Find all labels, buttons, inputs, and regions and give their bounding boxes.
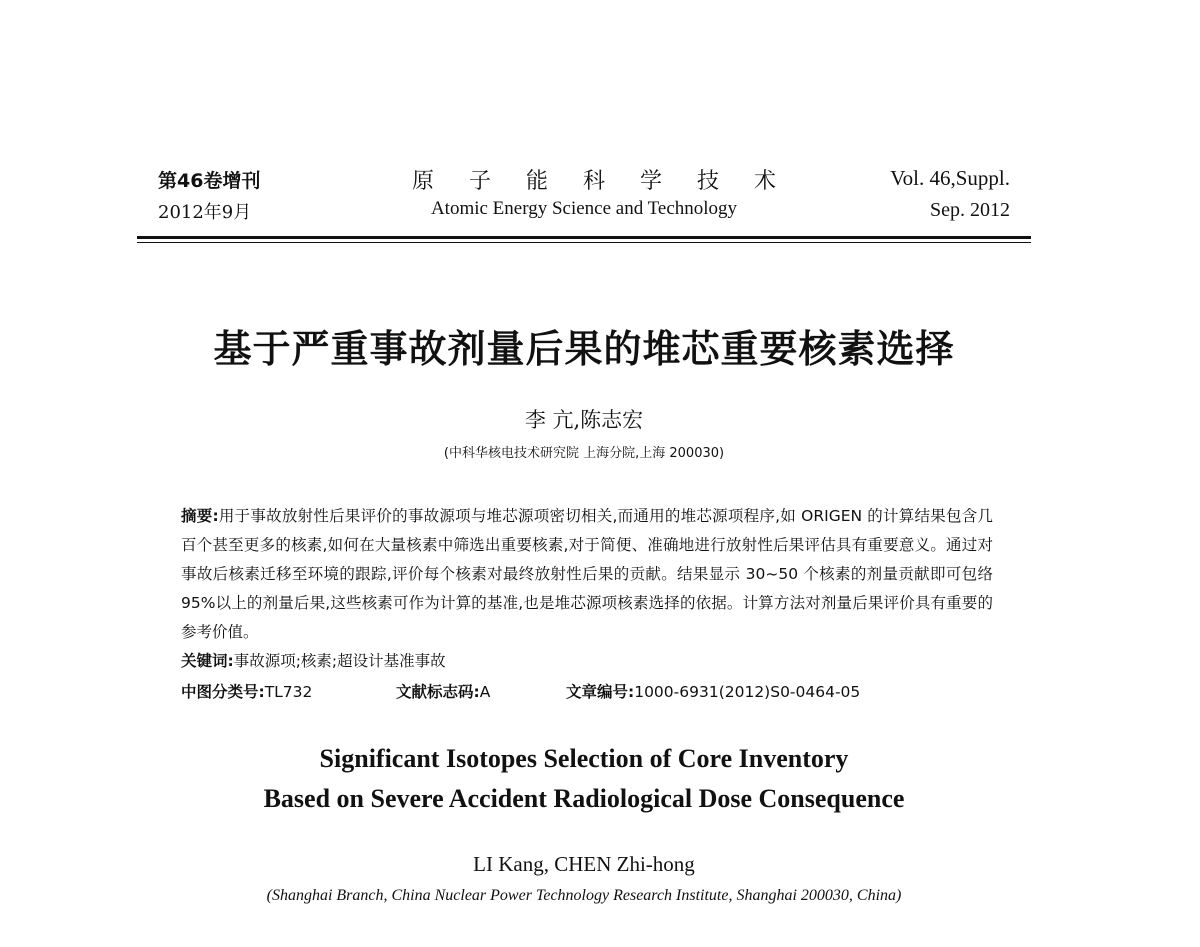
affiliation-en: (Shanghai Branch, China Nuclear Power Technology Research Institute, Shanghai 200030, China)	[266, 887, 902, 904]
abstract-label: 摘要:	[181, 507, 219, 525]
volume-label-en: Vol. 46,Suppl.	[890, 166, 1010, 190]
affiliation-cn: (中科华核电技术研究院 上海分院,上海 200030)	[443, 446, 725, 461]
authors-en: LI Kang, CHEN Zhi-hong	[473, 852, 695, 876]
journal-name-cn: 原 子 能 科 学 技 术	[412, 169, 790, 194]
clc-number	[181, 680, 396, 702]
keywords-label: 关键词:	[181, 652, 234, 670]
clc-value: TL732	[264, 683, 313, 701]
keywords-text: 事故源项;核素;超设计基准事故	[233, 652, 446, 670]
abstract-text: 用于事故放射性后果评价的事故源项与堆芯源项密切相关,而通用的堆芯源项程序,如 ORIGEN 的计算结果包含几百个甚至更多的核素,如何在大量核素中筛选出重要核素,对于简便、准确地进行放射性后果评估具有重要意义。通过对事故后核素迁移至环境的跟踪,评价每个核素对最终放射性后果的贡献。结果显示 30~50 个核素的剂量贡献即可包络 95%以上的剂量后果,这些核素可作为计算的基准,也是堆芯源项核素选择的依据。计算方法对剂量后果评价具有重要的参考价值。	[181, 507, 993, 641]
document-code-label: 文献标志码:	[396, 683, 480, 701]
paper-title-en-line1: Significant Isotopes Selection of Core Inventory	[319, 744, 849, 773]
volume-label-cn: 第46卷增刊	[158, 170, 261, 192]
document-code-value: A	[479, 683, 491, 701]
classification-row	[181, 680, 860, 702]
date-label-cn: 2012年9月	[158, 202, 252, 223]
paper-title-en-line2: Based on Severe Accident Radiological Dose Consequence	[263, 784, 905, 813]
abstract	[181, 502, 993, 647]
date-label-en: Sep. 2012	[930, 199, 1010, 221]
header-rule-thin	[137, 242, 1031, 243]
keywords	[181, 649, 446, 671]
document-code	[396, 680, 566, 702]
header-rule-thick	[137, 236, 1031, 239]
article-number-label: 文章编号:	[566, 683, 635, 701]
authors-cn: 李 亢,陈志宏	[524, 408, 644, 432]
article-number-value: 1000-6931(2012)S0-0464-05	[634, 683, 861, 701]
clc-label: 中图分类号:	[181, 683, 265, 701]
article-number	[566, 680, 860, 702]
journal-name-en: Atomic Energy Science and Technology	[430, 198, 738, 219]
paper-title-cn: 基于严重事故剂量后果的堆芯重要核素选择	[213, 327, 955, 371]
